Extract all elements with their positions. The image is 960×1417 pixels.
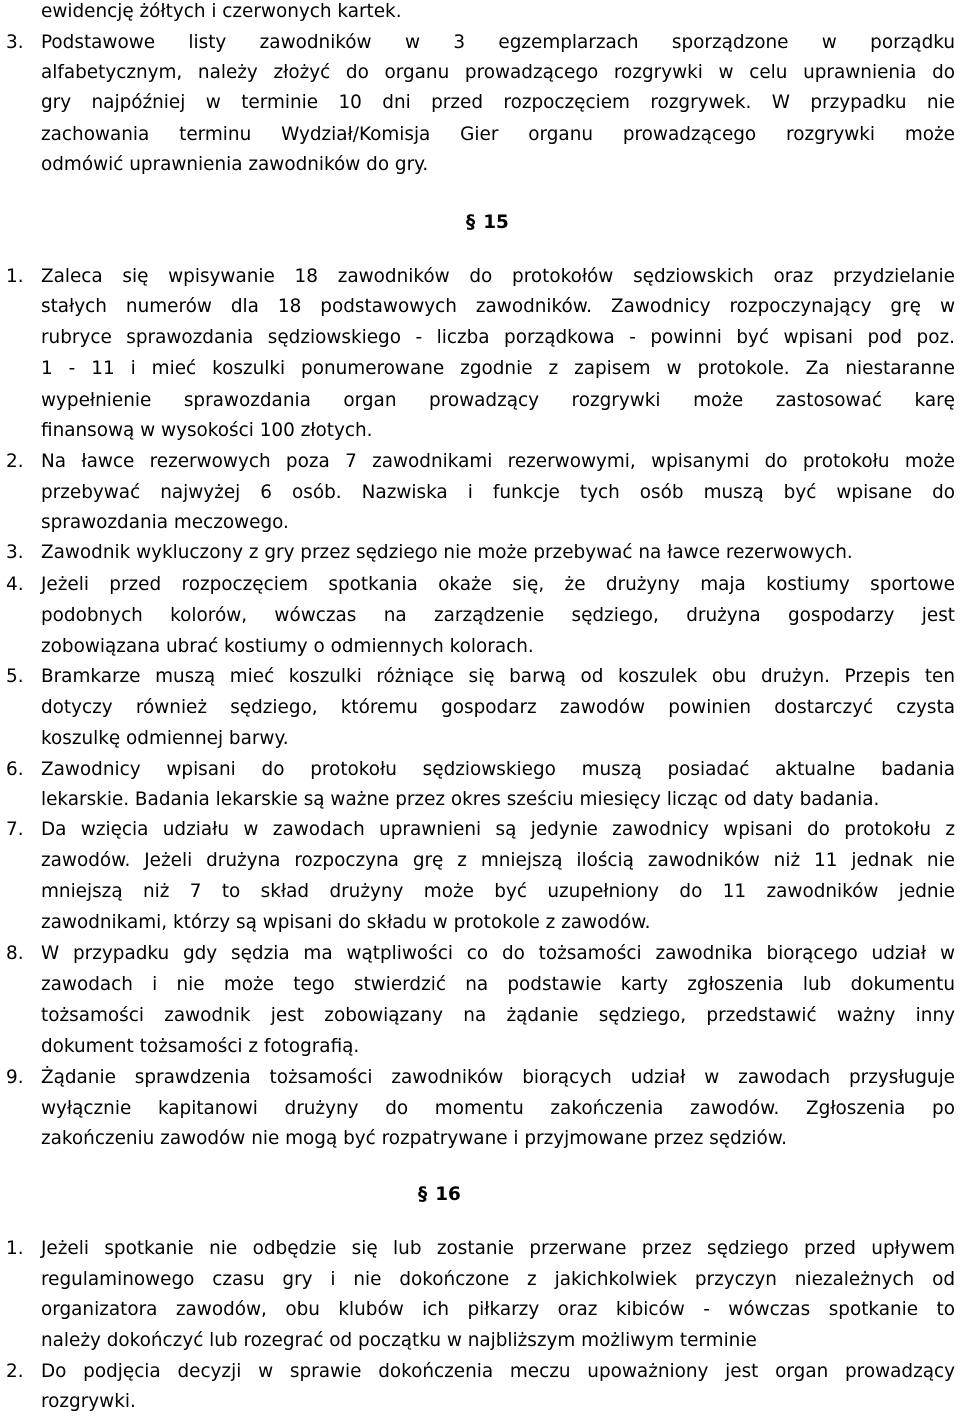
item-number: 8. [6, 943, 24, 964]
line-text: koszulkę odmiennej barwy. [41, 728, 289, 749]
line-text: należy dokończyć lub rozegrać od początku w najbliższym możliwym terminie [41, 1330, 757, 1351]
line-text: zakończeniu zawodów nie mogą być rozpatrywane i przyjmowane przez sędziów. [41, 1128, 787, 1149]
line-text: gry najpóźniej w terminie 10 dni przed rozpoczęciem rozgrywek. W przypadku nie [41, 92, 955, 113]
text-line [0, 846, 960, 876]
text-line [0, 292, 960, 322]
list-item [0, 1234, 960, 1264]
line-text: przebywać najwyżej 6 osób. Nazwiska i funkcje tych osób muszą być wpisane do [41, 482, 955, 503]
text-line [0, 0, 960, 27]
line-text: zawodach i nie może tego stwierdzić na podstawie karty zgłoszenia lub dokumentu [41, 974, 955, 995]
line-text: Da wzięcia udziału w zawodach uprawnieni są jedynie zawodnicy wpisani do protokołu z [41, 819, 955, 840]
list-item [0, 447, 960, 477]
line-text: Jeżeli przed rozpoczęciem spotkania okaże się, że drużyny maja kostiumy sportowe [41, 574, 955, 595]
text-line [0, 1265, 960, 1295]
line-text: odmówić uprawnienia zawodników do gry. [41, 154, 429, 175]
list-item [0, 1357, 960, 1387]
line-text: Podstawowe listy zawodników w 3 egzemplarzach sporządzone w porządku [41, 32, 955, 53]
line-text: rubryce sprawozdania sędziowskiego - liczba porządkowa - powinni być wpisani pod poz. [41, 327, 955, 348]
text-line [0, 632, 960, 662]
list-item [0, 1063, 960, 1093]
text-line [0, 323, 960, 353]
text-line [0, 601, 960, 631]
list-item [0, 538, 960, 568]
section-symbol: § [418, 1184, 428, 1205]
line-text: finansową w wysokości 100 złotych. [41, 420, 373, 441]
item-number: 1. [6, 266, 24, 287]
section-number: 16 [435, 1184, 461, 1205]
line-text: Zawodnik wykluczony z gry przez sędziego nie może przebywać na ławce rezerwowych. [41, 542, 853, 563]
line-text: zobowiązana ubrać kostiumy o odmiennych kolorach. [41, 636, 534, 657]
text-line [0, 1387, 960, 1417]
item-number: 5. [6, 666, 24, 687]
line-text: regulaminowego czasu gry i nie dokończone z jakichkolwiek przyczyn niezależnych od [41, 1269, 955, 1290]
section-heading-16 [418, 1180, 461, 1210]
item-number: 7. [6, 819, 24, 840]
line-text: stałych numerów dla 18 podstawowych zawodników. Zawodnicy rozpoczynający grę w [41, 296, 955, 317]
text-line [0, 58, 960, 88]
line-text: W przypadku gdy sędzia ma wątpliwości co do tożsamości zawodnika biorącego udział w [41, 943, 955, 964]
line-text: lekarskie. Badania lekarskie są ważne przez okres sześciu miesięcy licząc od daty badania. [41, 789, 880, 810]
line-text: Żądanie sprawdzenia tożsamości zawodników biorących udział w zawodach przysługuje [41, 1067, 955, 1088]
text-line [0, 120, 960, 150]
line-text: Do podjęcia decyzji w sprawie dokończenia meczu upoważniony jest organ prowadzący [41, 1361, 955, 1382]
line-text: wypełnienie sprawozdania organ prowadzący rozgrywki może zastosować karę [41, 390, 955, 411]
text-line [0, 877, 960, 907]
line-text: Zawodnicy wpisani do protokołu sędziowskiego muszą posiadać aktualne badania [41, 759, 955, 780]
section-heading-15 [466, 208, 509, 238]
line-text: podobnych kolorów, wówczas na zarządzenie sędziego, drużyna gospodarzy jest [41, 605, 955, 626]
section-number: 15 [483, 212, 509, 233]
text-line [0, 785, 960, 815]
line-text: mniejszą niż 7 to skład drużyny może być uzupełniony do 11 zawodników jednie [41, 881, 955, 902]
text-line [0, 416, 960, 446]
item-number: 1. [6, 1238, 24, 1259]
list-item [0, 662, 960, 692]
section-symbol: § [466, 212, 476, 233]
line-text: sprawozdania meczowego. [41, 512, 289, 533]
text-line [0, 970, 960, 1000]
text-line [0, 88, 960, 118]
list-item [0, 815, 960, 845]
item-number: 9. [6, 1067, 24, 1088]
list-item [0, 939, 960, 969]
text-line [0, 1094, 960, 1124]
line-text: zawodnikami, którzy są wpisani do składu w protokole z zawodów. [41, 912, 651, 933]
item-number: 6. [6, 759, 24, 780]
text-line [0, 478, 960, 508]
list-item [0, 570, 960, 600]
line-text: alfabetycznym, należy złożyć do organu prowadzącego rozgrywki w celu uprawnienia do [41, 62, 955, 83]
line-text: zachowania terminu Wydział/Komisja Gier organu prowadzącego rozgrywki może [41, 124, 955, 145]
text-line [0, 1326, 960, 1356]
text-line [0, 386, 960, 416]
line-text: 1 - 11 i mieć koszulki ponumerowane zgodnie z zapisem w protokole. Za niestaranne [41, 358, 955, 379]
line-text: ewidencję żółtych i czerwonych kartek. [41, 1, 402, 22]
line-text: Zaleca się wpisywanie 18 zawodników do protokołów sędziowskich oraz przydzielanie [41, 266, 955, 287]
text-line [0, 354, 960, 384]
line-text: tożsamości zawodnik jest zobowiązany na żądanie sędziego, przedstawić ważny inny [41, 1005, 955, 1026]
list-item [0, 28, 960, 58]
item-number: 3. [6, 32, 24, 53]
line-text: Bramkarze muszą mieć koszulki różniące się barwą od koszulek obu drużyn. Przepis ten [41, 666, 955, 687]
text-line [0, 1001, 960, 1031]
item-number: 2. [6, 451, 24, 472]
text-line [0, 724, 960, 754]
item-number: 3. [6, 542, 24, 563]
line-text: organizatora zawodów, obu klubów ich piłkarzy oraz kibiców - wówczas spotkanie to [41, 1299, 955, 1320]
text-line [0, 908, 960, 938]
text-line [0, 150, 960, 180]
line-text: dokument tożsamości z fotografią. [41, 1036, 360, 1057]
text-line [0, 508, 960, 538]
list-item [0, 755, 960, 785]
item-number: 2. [6, 1361, 24, 1382]
line-text: Jeżeli spotkanie nie odbędzie się lub zostanie przerwane przez sędziego przed upływem [41, 1238, 955, 1259]
line-text: Na ławce rezerwowych poza 7 zawodnikami rezerwowymi, wpisanymi do protokołu może [41, 451, 955, 472]
item-number: 4. [6, 574, 24, 595]
text-line [0, 1032, 960, 1062]
line-text: rozgrywki. [41, 1391, 136, 1412]
list-item [0, 262, 960, 292]
line-text: dotyczy również sędziego, któremu gospodarz zawodów powinien dostarczyć czysta [41, 697, 955, 718]
text-line [0, 1295, 960, 1325]
line-text: wyłącznie kapitanowi drużyny do momentu zakończenia zawodów. Zgłoszenia po [41, 1098, 955, 1119]
text-line [0, 1124, 960, 1154]
line-text: zawodów. Jeżeli drużyna rozpoczyna grę z mniejszą ilością zawodników niż 11 jednak nie [41, 850, 955, 871]
text-line [0, 693, 960, 723]
